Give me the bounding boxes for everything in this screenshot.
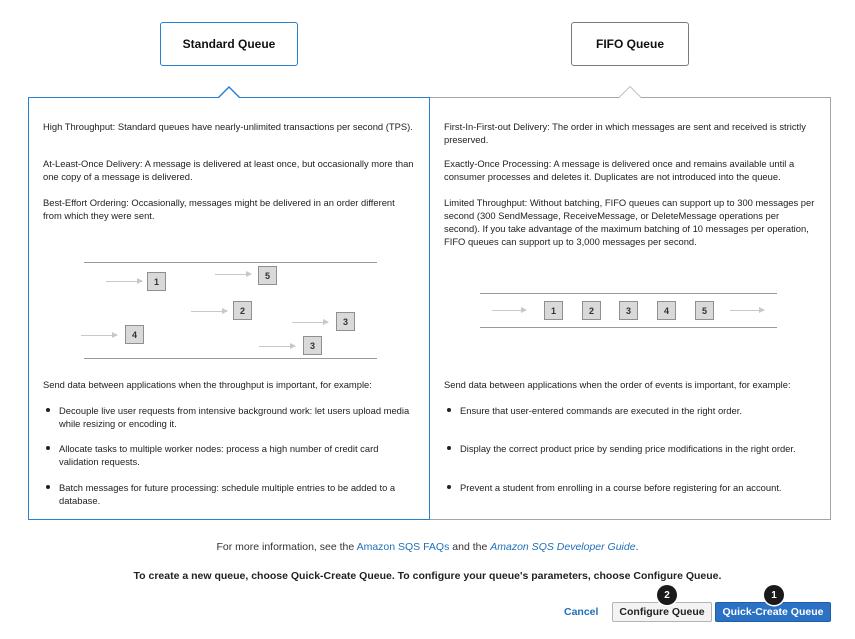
list-item: Allocate tasks to multiple worker nodes: process a high number of credit card validation requests. [43,442,415,468]
panel-pointer [618,86,642,98]
info-prefix: For more information, see the [216,541,355,553]
arrow-icon [259,346,295,347]
message-box: 3 [336,312,355,331]
arrow-icon [106,281,142,282]
tab-standard-queue-label: Standard Queue [182,37,276,51]
fifo-throughput-text: Limited Throughput: Without batching, FIFO queues can support up to 300 messages per second (300 SendMessage, ReceiveMessage, or DeleteMessage operations per second). If you take advantage of the maximum batching of 10 messages per operation, FIFO queues can support up to 3,000 messages per second. [444,197,815,247]
message-box: 1 [147,272,166,291]
tab-standard-queue[interactable] [160,22,298,66]
diagram-bottom-line [480,327,777,328]
sqs-faqs-link[interactable]: Amazon SQS FAQs [356,541,450,553]
list-item: Prevent a student from enrolling in a course before registering for an account. [444,481,816,494]
fifo-processing-text: Exactly-Once Processing: A message is delivered once and remains available until a consumer processes and deletes it. Duplicates are not introduced into the queue. [444,158,795,182]
message-box: 1 [544,301,563,320]
arrow-icon [191,311,227,312]
standard-ordering-text: Best-Effort Ordering: Occasionally, messages might be delivered in an order different from which they were sent. [43,197,395,221]
configure-queue-button[interactable]: Configure Queue [612,602,712,622]
fifo-queue-diagram [430,98,830,518]
arrow-icon [730,310,764,311]
message-box: 3 [619,301,638,320]
diagram-top-line [480,293,777,294]
fifo-queue-panel [430,97,831,520]
arrow-icon [215,274,251,275]
sqs-developer-guide-link[interactable]: Amazon SQS Developer Guide [490,541,636,553]
diagram-bottom-line [84,358,377,359]
diagram-top-line [84,262,377,263]
cancel-button[interactable]: Cancel [560,603,602,621]
tab-fifo-queue[interactable] [571,22,689,66]
message-box: 2 [233,301,252,320]
message-box: 3 [303,336,322,355]
standard-delivery-text: At-Least-Once Delivery: A message is delivered at least once, but occasionally more than one copy of a message is delivered. [43,158,414,182]
message-box: 4 [125,325,144,344]
message-box: 5 [258,266,277,285]
step-badge-configure: 2 [657,585,677,605]
panel-pointer [217,86,241,98]
list-item: Ensure that user-entered commands are executed in the right order. [444,404,816,417]
create-instruction: To create a new queue, choose Quick-Create Queue. To configure your queue's parameters, choose Configure Queue. [133,570,722,582]
step-badge-quick-create: 1 [764,585,784,605]
list-item: Display the correct product price by sending price modifications in the right order. [444,442,816,455]
standard-use-intro: Send data between applications when the throughput is important, for example: [43,379,372,390]
message-box: 4 [657,301,676,320]
info-and: and the [452,541,488,553]
arrow-icon [292,322,328,323]
more-info-line [0,541,855,553]
arrow-icon [81,335,117,336]
standard-throughput-text: High Throughput: Standard queues have nearly-unlimited transactions per second (TPS). [43,121,413,132]
message-box: 5 [695,301,714,320]
info-suffix: . [635,541,639,553]
fifo-use-intro: Send data between applications when the order of events is important, for example: [444,379,791,390]
arrow-icon [492,310,526,311]
quick-create-queue-button[interactable]: Quick-Create Queue [715,602,831,622]
list-item: Decouple live user requests from intensive background work: let users upload media while resizing or encoding it. [43,404,415,430]
list-item: Batch messages for future processing: schedule multiple entries to be added to a database. [43,481,415,507]
message-box: 2 [582,301,601,320]
fifo-delivery-text: First-In-First-out Delivery: The order in which messages are sent and received is strictly preserved. [444,121,806,145]
standard-queue-panel [28,97,430,520]
tab-fifo-queue-label: FIFO Queue [595,37,664,51]
